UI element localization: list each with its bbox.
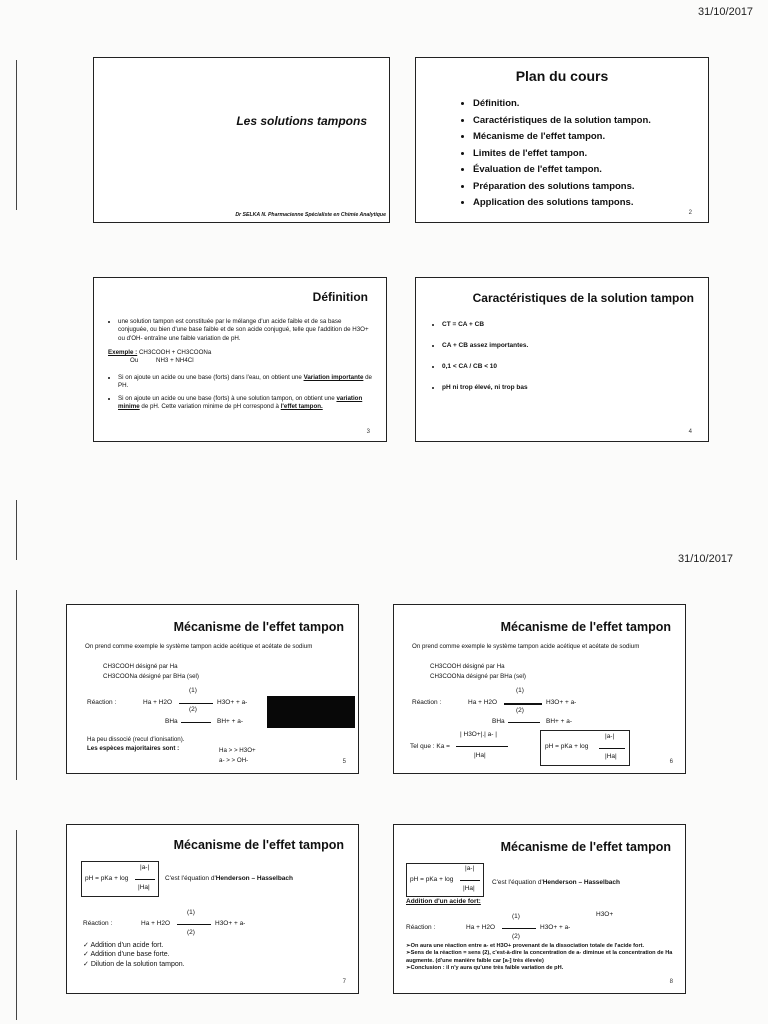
left-edge-line-4 xyxy=(16,830,17,1020)
designation-2: CH3COONa désigné par BHa (sel) xyxy=(430,673,526,680)
ph-denominator: |Ha| xyxy=(605,753,617,760)
plan-item: • Limites de l'effet tampon. xyxy=(473,146,651,163)
ph-numerator: |a-| xyxy=(465,865,475,872)
definition-title: Définition xyxy=(312,290,368,304)
designation-1: CH3COOH désigné par Ha xyxy=(430,663,505,670)
equilibrium-arrow xyxy=(177,924,211,925)
explanation-bullet: ➢Conclusion : il n'y aura qu'une très faible variation de pH. xyxy=(406,964,564,971)
slide-mechanism-3 xyxy=(66,824,359,994)
equation-1-right: H3O+ + a- xyxy=(546,699,577,706)
mechanism-intro: On prend comme exemple le système tampon acide acétique et acétate de sodium xyxy=(412,643,640,650)
plan-item: • Évaluation de l'effet tampon. xyxy=(473,162,651,179)
arrow-label-2: (2) xyxy=(187,929,195,936)
arrow-label-1: (1) xyxy=(516,687,524,694)
example-1: CH3COOH + CH3COONa xyxy=(138,349,212,357)
equation-1-right: H3O+ + a- xyxy=(540,924,571,931)
subsection-heading: Addition d'un acide fort: xyxy=(406,898,481,905)
designation-2: CH3COONa désigné par BHa (sel) xyxy=(103,673,199,680)
ka-fraction-bar xyxy=(456,746,508,747)
arrow-label-2: (2) xyxy=(512,933,520,940)
ph-formula-box xyxy=(540,730,630,766)
characteristic-item: • CA + CB assez importantes. xyxy=(442,341,528,350)
plan-item: • Définition. xyxy=(473,96,651,113)
equation-1-left: Ha + H2O xyxy=(143,699,173,706)
slide-definition xyxy=(93,277,387,442)
left-edge-line-3 xyxy=(16,590,17,780)
equation-2-right: BH+ + a- xyxy=(546,718,573,725)
ph-denominator: |Ha| xyxy=(463,885,475,892)
equilibrium-arrow xyxy=(504,703,542,705)
definition-paragraph: • une solution tampon est constituée par le mélange d'un acide faible et de sa base conjuguée, ou bien d'une base faible et de son acide conjugué, telle que l'addition de H3O+ ou d'OH- entraîne une faible variation de pH. xyxy=(118,318,372,343)
page-number: 6 xyxy=(669,759,673,765)
ph-formula-box xyxy=(406,863,484,897)
plan-item: • Mécanisme de l'effet tampon. xyxy=(473,129,651,146)
redacted-block xyxy=(267,696,355,728)
ph-fraction-bar xyxy=(135,879,155,880)
characteristic-item: • 0,1 < CA / CB < 10 xyxy=(442,362,528,371)
slide-plan xyxy=(415,57,709,223)
explanation-bullet: ➢On aura une réaction entre a- et H3O+ provenant de la dissociation totale de l'acide fort. xyxy=(406,943,645,949)
arrow-label-2: (2) xyxy=(189,706,197,713)
ph-formula: pH = pKa + log xyxy=(85,875,129,882)
henderson-note: C'est l'équation d'Henderson – Hasselbach xyxy=(165,875,294,882)
equation-1-right: H3O+ + a- xyxy=(215,920,246,927)
equation-2-right: BH+ + a- xyxy=(217,718,244,725)
dissociation-arrow xyxy=(181,722,211,723)
page-number: 3 xyxy=(366,429,370,435)
equilibrium-arrow xyxy=(502,928,536,929)
ph-numerator: |a-| xyxy=(140,864,150,871)
arrow-label-1: (1) xyxy=(512,913,520,920)
example-block xyxy=(108,349,372,366)
h3o-label: H3O+ xyxy=(596,911,614,918)
equation-2-left: BHa xyxy=(492,718,505,725)
date-middle: 31/10/2017 xyxy=(678,553,734,565)
arrow-label-1: (1) xyxy=(189,687,197,694)
slide-mechanism-1 xyxy=(66,604,359,774)
plan-item: • Application des solutions tampons. xyxy=(473,195,651,212)
example-ou: Ou xyxy=(130,357,139,365)
plan-item: • Préparation des solutions tampons. xyxy=(473,179,651,196)
example-label: Exemple : xyxy=(108,349,138,357)
reaction-label: Réaction : xyxy=(406,924,436,931)
slide-title xyxy=(93,57,390,223)
explanation-bullet: ➢Sens de la réaction = sens (2), c'est-à-dire la concentration de a- diminue et la concentration de Ha augmente. (d'une manière faible car [a-] très élevée) xyxy=(406,950,673,964)
slide-characteristics xyxy=(415,277,709,442)
definition-body xyxy=(106,318,372,415)
henderson-note: C'est l'équation d'Henderson – Hasselbach xyxy=(492,879,621,886)
ka-denominator: |Ha| xyxy=(474,752,486,759)
page-number: 8 xyxy=(669,979,673,985)
characteristics-list xyxy=(430,320,528,404)
equation-1-left: Ha + H2O xyxy=(141,920,171,927)
case-item: ✓ Dilution de la solution tampon. xyxy=(83,960,185,969)
arrow-label-2: (2) xyxy=(516,707,524,714)
slide-author: Dr SELKA N. Pharmacienne Spécialiste en Chimie Analytique xyxy=(235,212,386,218)
dissociation-arrow xyxy=(508,722,540,723)
ph-formula-box xyxy=(81,861,159,897)
characteristic-item: • pH ni trop élevé, ni trop bas xyxy=(442,383,528,392)
ka-numerator: | H3O+|.| a- | xyxy=(460,731,497,738)
page-number: 5 xyxy=(342,759,346,765)
majority-1: Ha > > H3O+ xyxy=(219,747,256,754)
example-2: NH3 + NH4Cl xyxy=(156,357,194,365)
page-number: 4 xyxy=(688,429,692,435)
equilibrium-arrow xyxy=(179,703,213,704)
reaction-label: Réaction : xyxy=(412,699,442,706)
majority-species: Les espèces majoritaires sont : xyxy=(87,745,180,752)
ph-numerator: |a-| xyxy=(605,733,615,740)
plan-list xyxy=(461,96,651,212)
equation-1-left: Ha + H2O xyxy=(468,699,498,706)
cases-list xyxy=(83,941,185,969)
left-edge-line-1 xyxy=(16,60,17,210)
designation-1: CH3COOH désigné par Ha xyxy=(103,663,178,670)
page-number: 2 xyxy=(688,210,692,216)
mechanism-title: Mécanisme de l'effet tampon xyxy=(500,620,671,634)
ph-formula: pH = pKa + log xyxy=(545,743,589,750)
slide-title-heading: Les solutions tampons xyxy=(236,114,367,128)
plan-title: Plan du cours xyxy=(515,68,609,84)
characteristics-title: Caractéristiques de la solution tampon xyxy=(472,291,694,305)
mechanism-title: Mécanisme de l'effet tampon xyxy=(173,838,344,852)
characteristic-item: • CT = CA + CB xyxy=(442,320,528,329)
case-item: ✓ Addition d'une base forte. xyxy=(83,950,185,959)
slide-mechanism-4 xyxy=(393,824,686,994)
ph-fraction-bar xyxy=(599,748,625,749)
arrow-label-1: (1) xyxy=(187,909,195,916)
reaction-label: Réaction : xyxy=(87,699,117,706)
definition-bullet-2: • Si on ajoute un acide ou une base (forts) dans l'eau, on obtient une Variation importante de PH. xyxy=(118,374,372,391)
case-item: ✓ Addition d'un acide fort. xyxy=(83,941,185,950)
date-top: 31/10/2017 xyxy=(698,6,754,18)
equation-1-right: H3O+ + a- xyxy=(217,699,248,706)
ph-denominator: |Ha| xyxy=(138,884,150,891)
ph-formula: pH = pKa + log xyxy=(410,876,454,883)
left-edge-line-2 xyxy=(16,500,17,560)
dissociation-note: Ha peu dissocié (recul d'ionisation). xyxy=(87,736,185,743)
mechanism-title: Mécanisme de l'effet tampon xyxy=(173,620,344,634)
definition-bullet-3: • Si on ajoute un acide ou une base (forts) à une solution tampon, on obtient une variation minime de pH. Cette variation minime de pH correspond à l'effet tampon. xyxy=(118,395,372,412)
equation-1-left: Ha + H2O xyxy=(466,924,496,931)
reaction-label: Réaction : xyxy=(83,920,113,927)
ph-fraction-bar xyxy=(460,880,480,881)
plan-item: • Caractéristiques de la solution tampon. xyxy=(473,113,651,130)
explanation xyxy=(406,943,675,972)
page-number: 7 xyxy=(342,979,346,985)
mechanism-title: Mécanisme de l'effet tampon xyxy=(500,840,671,854)
mechanism-intro: On prend comme exemple le système tampon acide acétique et acétate de sodium xyxy=(85,643,313,650)
slide-mechanism-2 xyxy=(393,604,686,774)
ka-label: Tel que : Ka = xyxy=(410,743,450,750)
majority-2: a- > > OH- xyxy=(219,757,249,764)
equation-2-left: BHa xyxy=(165,718,178,725)
